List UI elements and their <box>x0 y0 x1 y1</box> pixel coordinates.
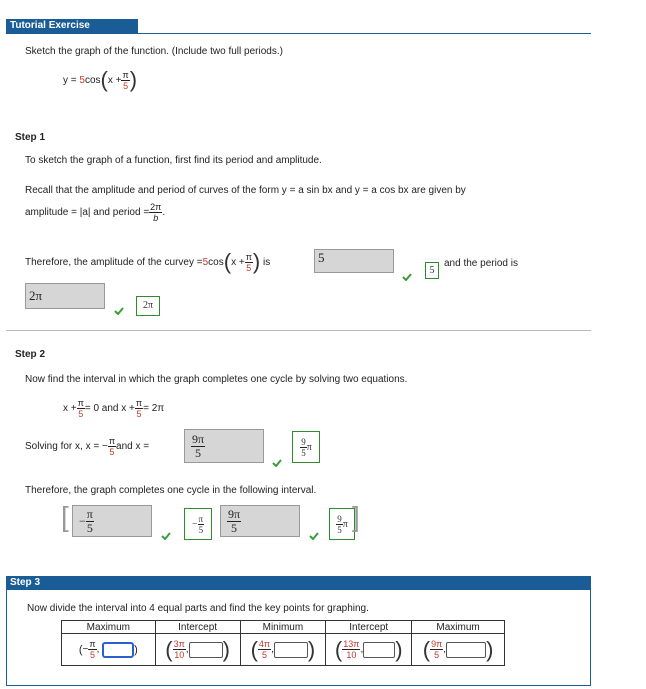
col-maximum-1: Maximum <box>62 621 156 634</box>
amp-xplus: x + <box>231 256 245 268</box>
interval-right-bracket: ] <box>352 501 360 532</box>
y-input-5[interactable] <box>446 642 486 658</box>
header-rule <box>6 33 591 34</box>
period-suffix: and the period is <box>444 258 518 269</box>
step3-line1: Now divide the interval into 4 equal parts and find the key points for graphing. <box>27 603 369 614</box>
key-point-5: ( $\frac{9\pi}{5}$ , ) <box>412 634 505 666</box>
problem-instruction: Sketch the graph of the function. (Include two full periods.) <box>25 46 283 57</box>
step3-title: Step 3 <box>10 577 41 588</box>
y-input-3[interactable] <box>274 642 308 658</box>
step2-title: Step 2 <box>15 349 46 360</box>
interval-left-bracket: [ <box>61 501 69 532</box>
amplitude-check-icon <box>402 273 412 281</box>
col-intercept-1: Intercept <box>155 621 240 634</box>
key-point-3: ( $\frac{4\pi}{5}$ , ) <box>240 634 326 666</box>
fn-coef: 5 <box>79 74 85 86</box>
fn-frac: $\frac{\pi}{5}$ <box>122 69 129 91</box>
key-point-1: ( − $\frac{\pi}{5}$ , ) <box>62 634 156 666</box>
key-points-table <box>61 620 505 666</box>
step1-line2: Recall that the amplitude and period of curves of the form y = a sin bx and y = a cos bx are given by <box>25 185 466 196</box>
x2-check-icon <box>272 459 282 467</box>
x2-input[interactable]: $\frac{9\pi}{5}$ <box>184 429 264 463</box>
interval-right-input[interactable]: $\frac{9\pi}{5}$ <box>220 505 300 537</box>
key-point-4: ( $\frac{13\pi}{10}$ , ) <box>326 634 412 666</box>
period-correct-answer: 2π <box>136 296 160 316</box>
amp-lparen: ( <box>223 249 232 274</box>
tutorial-header <box>6 19 138 33</box>
key-point-2: ( $\frac{3\pi}{10}$ , ) <box>155 634 240 666</box>
period-frac: $\frac{2\pi}{b}$ <box>150 201 162 223</box>
fn-inner: x + <box>107 74 122 86</box>
amplitude-correct-answer: 5 <box>425 262 439 279</box>
header-title: Tutorial Exercise <box>10 20 90 31</box>
fn-lhs: y = <box>63 74 77 86</box>
step3-header <box>6 576 591 590</box>
therefore-prefix: Therefore, the amplitude of the curve <box>25 256 189 268</box>
step1-title: Step 1 <box>15 132 46 143</box>
x2-correct-answer: $\frac{9}{5}$ π <box>292 431 320 463</box>
fn-cos: cos <box>84 74 101 86</box>
fn-rparen: ) <box>129 67 138 92</box>
interval-right-check-icon <box>309 532 319 540</box>
step2-line1: Now find the interval in which the graph completes one cycle by solving two equations. <box>25 374 408 385</box>
amp-rparen: ) <box>252 249 261 274</box>
interval-left-input[interactable]: − $\frac{\pi}{5}$ <box>72 505 152 537</box>
step1-divider <box>6 330 591 331</box>
problem-function <box>63 66 137 94</box>
step2-therefore: Therefore, the graph completes one cycle in the following interval. <box>25 485 317 496</box>
solving-line: Solving for x, x = − $\frac{\pi}{5}$ and x = <box>25 435 150 457</box>
interval-right-correct-answer: $\frac{9}{5}$ π <box>329 508 355 540</box>
y-input-4[interactable] <box>363 642 395 658</box>
amp-label: amplitude = |a| and period = <box>25 206 150 218</box>
is-label: is <box>263 256 271 268</box>
step2-equations: x + $\frac{\pi}{5}$ = 0 and x + $\frac{\pi}{5}$ = 2π <box>63 397 165 419</box>
interval-left-check-icon <box>161 532 171 540</box>
col-minimum: Minimum <box>240 621 326 634</box>
y-input-1[interactable] <box>102 642 134 658</box>
amp-coef: 5 <box>202 256 209 268</box>
step1-line1: To sketch the graph of a function, first find its period and amplitude. <box>25 155 322 166</box>
col-maximum-2: Maximum <box>412 621 505 634</box>
interval-left-correct-answer: − $\frac{\pi}{5}$ <box>184 508 212 540</box>
period-input[interactable]: 2π <box>25 283 105 309</box>
amp-cos: cos <box>208 256 224 268</box>
col-intercept-2: Intercept <box>326 621 412 634</box>
y-eq: y = <box>188 256 203 268</box>
fn-lparen: ( <box>100 67 108 92</box>
amp-period-formula: amplitude = |a| and period = $\frac{2\pi}{b}$ . <box>25 201 166 223</box>
y-input-2[interactable] <box>189 642 223 658</box>
period-check-icon <box>114 307 124 315</box>
amp-frac: $\frac{\pi}{5}$ <box>245 251 252 273</box>
therefore-amplitude <box>25 248 270 276</box>
amplitude-input[interactable]: 5 <box>314 249 394 273</box>
